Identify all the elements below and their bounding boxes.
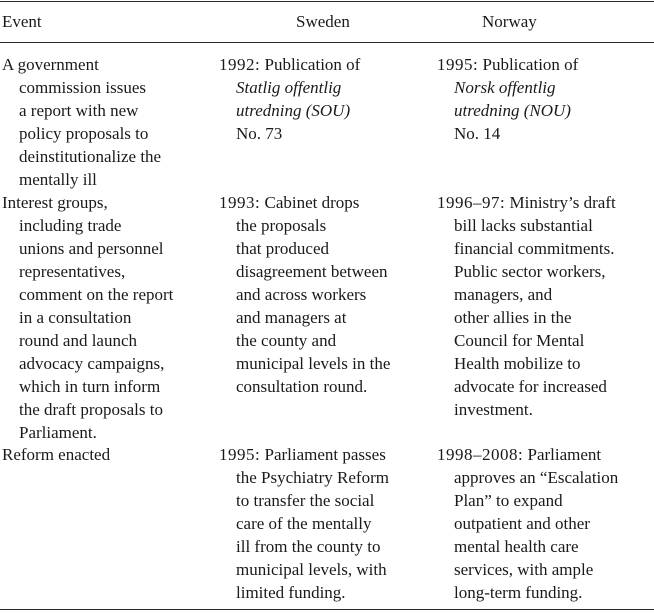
event-line: including trade xyxy=(19,216,122,235)
norway-line xyxy=(437,443,618,466)
sweden-line: care of the mentally xyxy=(236,514,372,533)
norway-line xyxy=(437,99,578,122)
sweden-line: the Psychiatry Reform xyxy=(236,468,389,487)
norway-text: utredning (NOU) xyxy=(454,101,571,120)
sweden-line: ill from the county to xyxy=(236,537,381,556)
norway-line: investment. xyxy=(454,400,533,419)
sweden-text: Statlig offentlig xyxy=(236,78,342,97)
norway-line: advocate for increased xyxy=(454,377,607,396)
norway-line: No. 14 xyxy=(454,124,501,143)
table-bottom-rule xyxy=(0,609,654,610)
norway-line xyxy=(437,53,578,76)
year-label: 1992: xyxy=(219,55,261,74)
norway-line: Health mobilize to xyxy=(454,354,581,373)
event-line: A government xyxy=(2,55,99,74)
sweden-line: and across workers xyxy=(236,285,367,304)
norway-line: services, with ample xyxy=(454,560,594,579)
row-3-sweden-cell xyxy=(219,443,389,604)
event-line: deinstitutionalize the xyxy=(19,147,162,166)
row-1-sweden-cell xyxy=(219,53,360,145)
sweden-line xyxy=(219,191,390,214)
year-label: 1995: xyxy=(219,445,261,464)
event-line: Parliament. xyxy=(19,423,97,442)
sweden-line: that produced xyxy=(236,239,329,258)
sweden-text: Parliament passes xyxy=(260,445,386,464)
norway-line xyxy=(437,191,616,214)
event-line: round and launch xyxy=(19,331,138,350)
row-1-norway-cell xyxy=(437,53,578,145)
sweden-line: disagreement between xyxy=(236,262,388,281)
norway-line xyxy=(437,76,578,99)
event-line: advocacy campaigns, xyxy=(19,354,165,373)
event-line: the draft proposals to xyxy=(19,400,163,419)
header-norway: Norway xyxy=(482,12,537,31)
norway-line: Council for Mental xyxy=(454,331,585,350)
norway-text: Ministry’s draft xyxy=(505,193,616,212)
row-1-event-cell xyxy=(2,53,161,191)
event-line: in a consultation xyxy=(19,308,132,327)
sweden-line: the county and xyxy=(236,331,337,350)
sweden-line xyxy=(219,53,360,76)
header-sweden: Sweden xyxy=(296,12,350,31)
header-event: Event xyxy=(2,12,42,31)
sweden-line: municipal levels in the xyxy=(236,354,391,373)
event-line: Reform enacted xyxy=(2,445,111,464)
row-2-event-cell xyxy=(2,191,173,444)
table-top-rule xyxy=(0,1,654,2)
sweden-text: Publication of xyxy=(260,55,361,74)
event-line: commission issues xyxy=(19,78,147,97)
norway-line: outpatient and other xyxy=(454,514,590,533)
header-rule xyxy=(0,42,654,43)
norway-line: managers, and xyxy=(454,285,553,304)
event-line: policy proposals to xyxy=(19,124,149,143)
event-line: a report with new xyxy=(19,101,139,120)
norway-line: bill lacks substantial xyxy=(454,216,593,235)
norway-text: Publication of xyxy=(478,55,579,74)
norway-line: approves an “Escalation xyxy=(454,468,619,487)
year-label: 1993: xyxy=(219,193,261,212)
sweden-line: No. 73 xyxy=(236,124,283,143)
sweden-line: the proposals xyxy=(236,216,327,235)
sweden-line: limited funding. xyxy=(236,583,346,602)
year-label: 1996–97: xyxy=(437,193,506,212)
sweden-line xyxy=(219,99,360,122)
event-line: Interest groups, xyxy=(2,193,108,212)
norway-line: long-term funding. xyxy=(454,583,583,602)
sweden-text: Cabinet drops xyxy=(260,193,360,212)
event-line: unions and personnel xyxy=(19,239,164,258)
norway-line: Public sector workers, xyxy=(454,262,606,281)
norway-text: Parliament xyxy=(523,445,602,464)
event-line: representatives, xyxy=(19,262,126,281)
row-3-event-cell xyxy=(2,443,110,466)
sweden-line xyxy=(219,443,389,466)
sweden-line xyxy=(219,76,360,99)
event-line: which in turn inform xyxy=(19,377,161,396)
norway-line: Plan” to expand xyxy=(454,491,563,510)
norway-line: financial commitments. xyxy=(454,239,615,258)
year-label: 1998–2008: xyxy=(437,445,524,464)
norway-line: mental health care xyxy=(454,537,579,556)
event-line: comment on the report xyxy=(19,285,174,304)
event-line: mentally ill xyxy=(19,170,97,189)
norway-line: other allies in the xyxy=(454,308,572,327)
sweden-line: municipal levels, with xyxy=(236,560,387,579)
row-2-norway-cell xyxy=(437,191,616,421)
row-3-norway-cell xyxy=(437,443,618,604)
sweden-line: and managers at xyxy=(236,308,347,327)
norway-text: Norsk offentlig xyxy=(454,78,556,97)
row-2-sweden-cell xyxy=(219,191,390,398)
sweden-line: to transfer the social xyxy=(236,491,375,510)
sweden-text: utredning (SOU) xyxy=(236,101,351,120)
year-label: 1995: xyxy=(437,55,479,74)
sweden-line: consultation round. xyxy=(236,377,368,396)
